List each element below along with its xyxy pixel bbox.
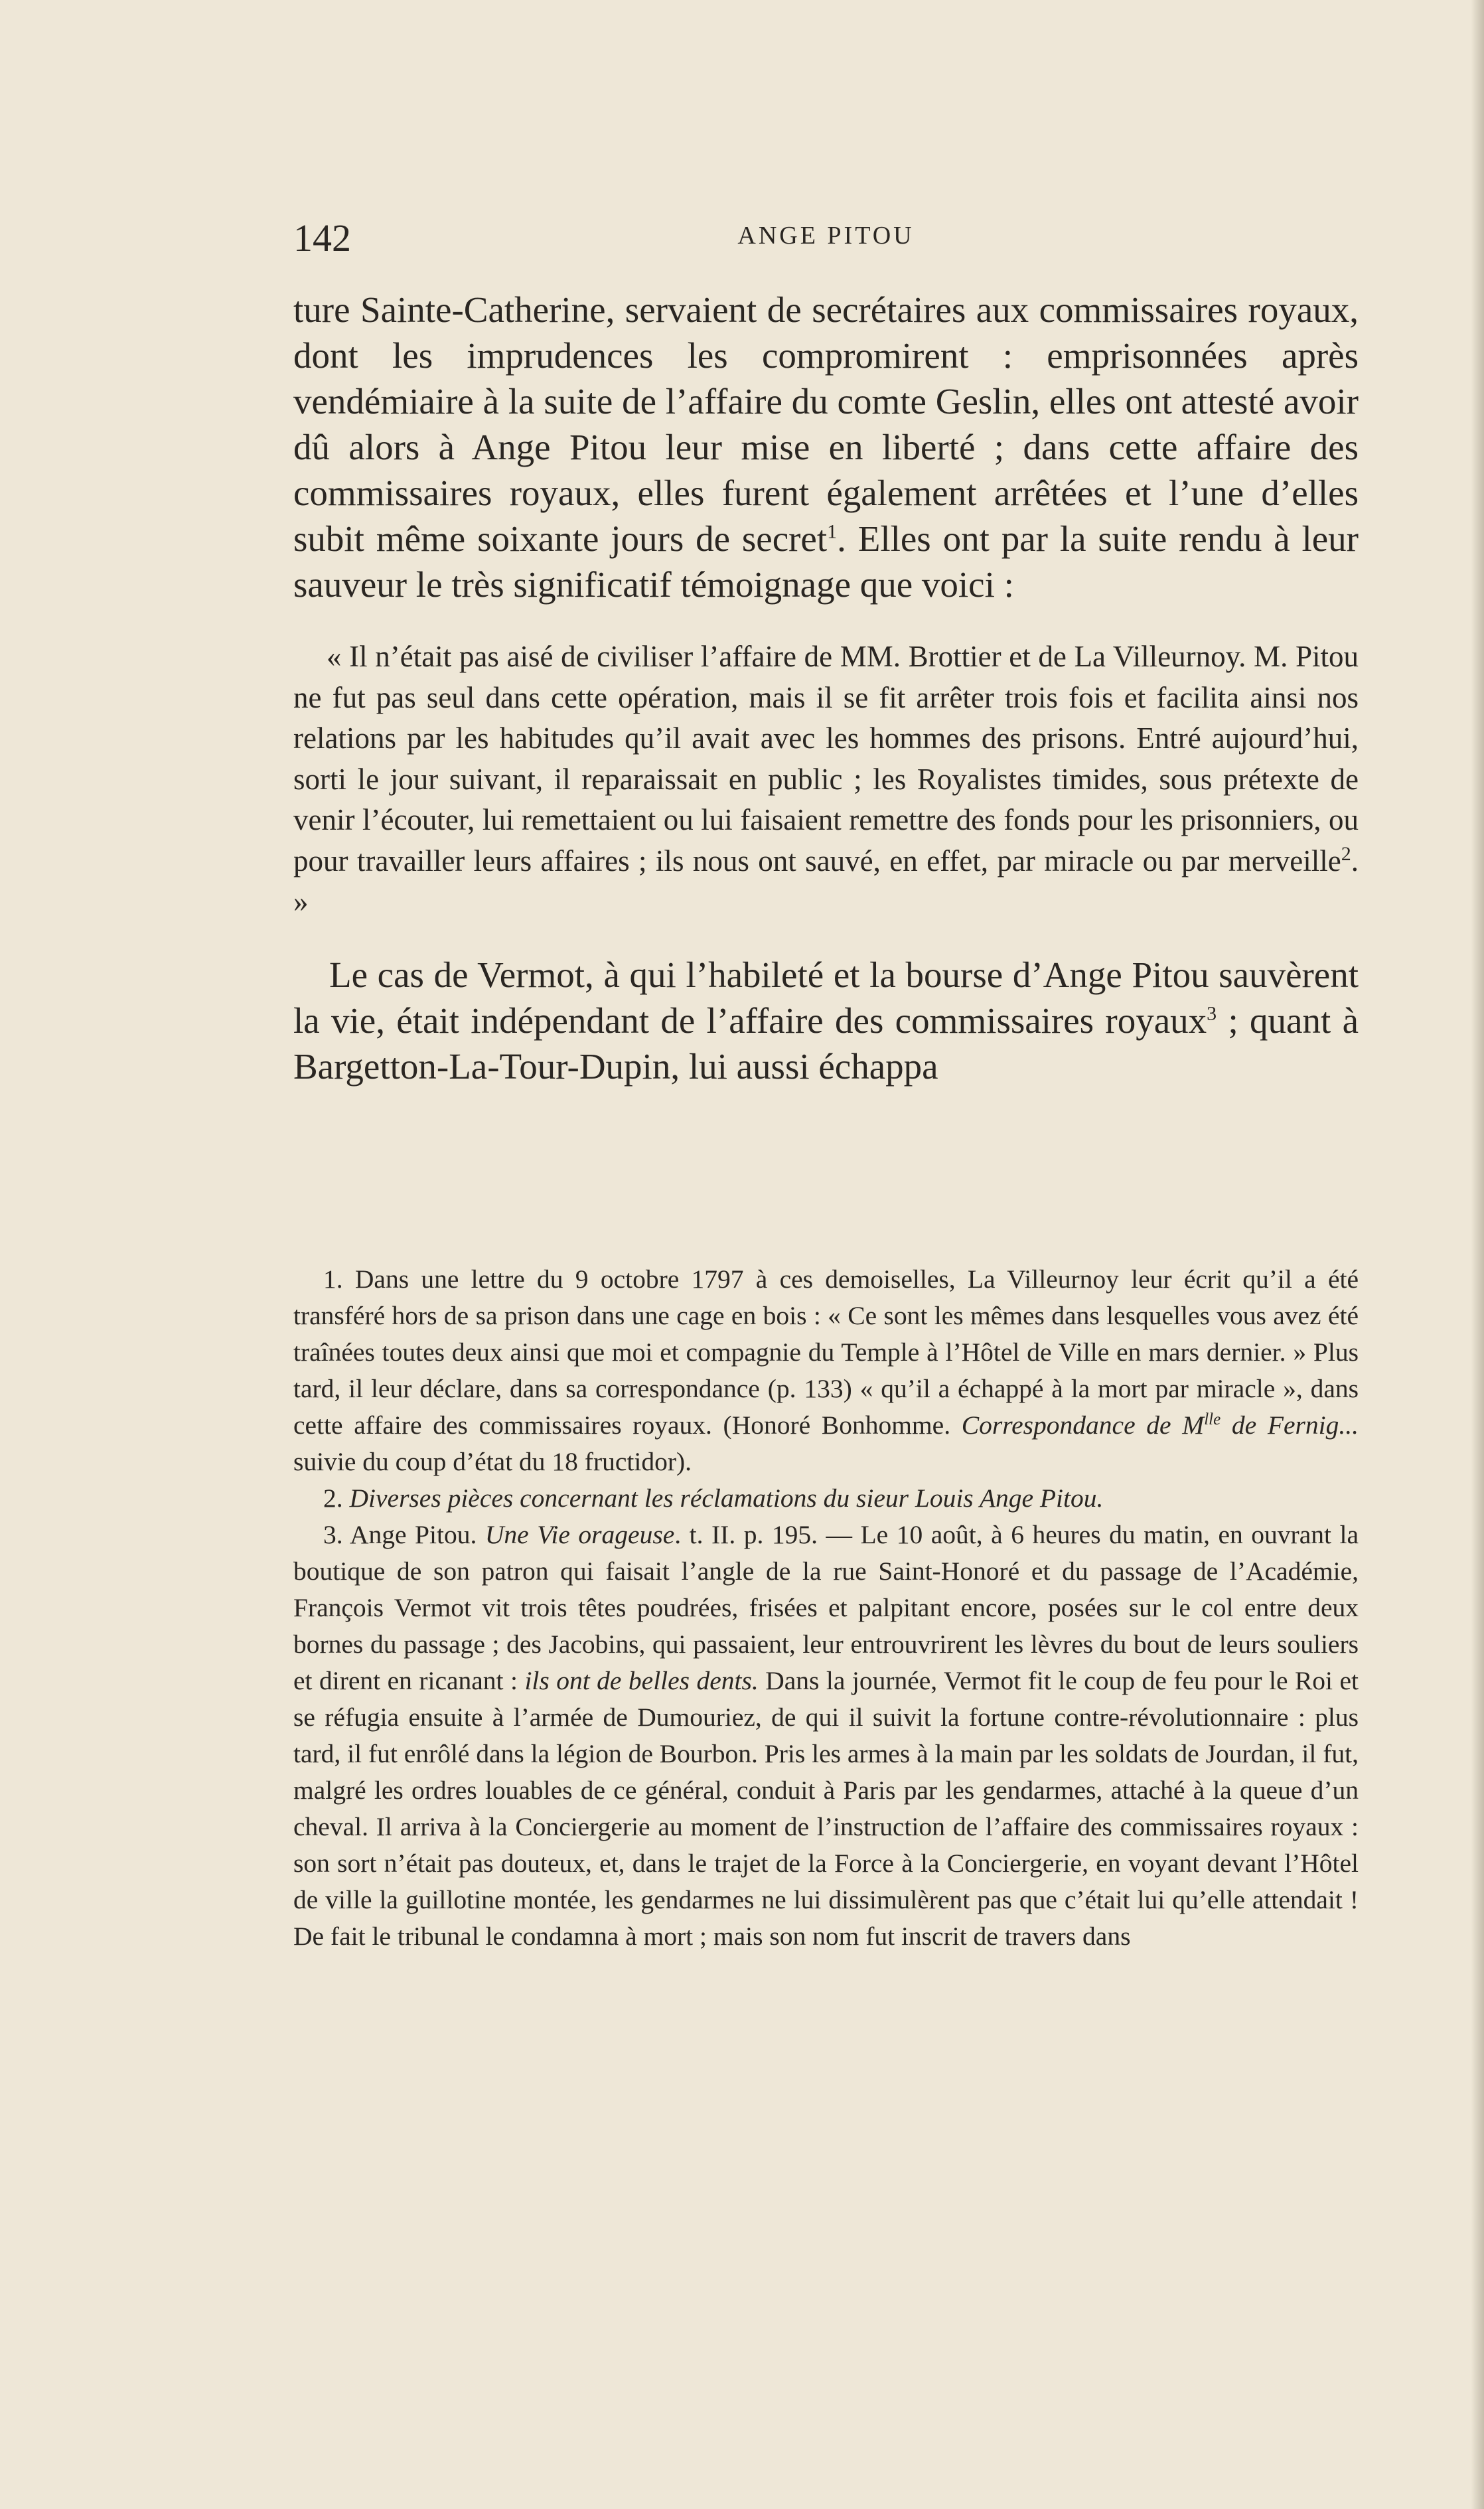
quotation (293, 637, 1359, 923)
footnote-ref-2: 2 (1341, 842, 1351, 865)
page-number: 142 (293, 216, 351, 260)
footnote-3-end: Dans la journée, Vermot fit le coup de feu pour le Roi et se réfugia ensuite à l’armée de Dumouriez, de qui il suivit la fortune contre-révolutionnaire : plus tard, il fut enrôlé dans la légion de Bourbon. Pris les armes à la main par les soldats de Jourdan, il fut, malgré les ordres louables de ce général, conduit à Paris par les gendarmes, attaché à la queue d’un cheval. Il arriva à la Conciergerie au moment de l’instruction de l’affaire des commissaires royaux : son sort n’était pas douteux, et, dans le trajet de la Force à la Conciergerie, en voyant devant l’Hôtel de ville la guillotine montée, les gendarmes ne lui dissimulèrent pas que c’était lui qu’elle attendait ! De fait le tribunal le condamna à mort ; mais son nom fut inscrit de travers dans (293, 1666, 1359, 1951)
paragraph-2 (293, 952, 1359, 1089)
paragraph-1 (293, 287, 1359, 607)
footnote-3-body: . t. II. p. 195. — Le 10 août, à 6 heures du matin, en ouvrant la boutique de son patron qui faisait l’angle de la rue Saint-Honoré et du passage de l’Académie, François Vermot vit trois têtes poudrées, frisées et palpitant encore, posées sur le col entre deux bornes du passage ; des Jacobins, qui passaient, leur entrouvrirent les lèvres du bout de leurs souliers et dirent en ricanant : (293, 1520, 1359, 1695)
footnote-1-title: Correspondance de M (961, 1410, 1205, 1440)
footnote-ref-3: 3 (1207, 1002, 1217, 1025)
footnotes (293, 1261, 1359, 1955)
footnote-3-quote: ils ont de belles dents. (524, 1666, 759, 1695)
footnote-1-text: 1. Dans une lettre du 9 octobre 1797 à ces demoiselles, La Villeurnoy leur écrit qu’il a été transféré hors de sa prison dans une cage en bois : « Ce sont les mêmes dans lesquelles vous avez été traînées toutes deux ainsi que moi et compagnie du Temple à l’Hôtel de Ville en mars dernier. » Plus tard, il leur déclare, dans sa correspondance (p. 133) « qu’il a échappé à la mort par miracle », dans cette affaire des commissaires royaux. (Honoré Bonhomme. (293, 1264, 1359, 1440)
running-title: ANGE PITOU (737, 222, 915, 250)
main-text (293, 287, 1359, 1089)
quotation-text: « Il n’était pas aisé de civiliser l’affaire de MM. Brottier et de La Villeurnoy. M. Pitou ne fut pas seul dans cette opération, mais il se fit arrêter trois fois et facilita ainsi nos relations par les habitudes qu’il avait avec les hommes des prisons. Entré aujourd’hui, sorti le jour suivant, il reparaissait en public ; les Royalistes timides, sous prétexte de venir l’écouter, lui remettaient ou lui faisaient remettre des fonds pour les prisonniers, ou pour travailler leurs affaires ; ils nous ont sauvé, en effet, par miracle ou par merveille (293, 640, 1359, 877)
footnote-2-label: 2. (323, 1483, 350, 1513)
footnote-2 (293, 1480, 1359, 1517)
footnote-1-end: suivie du coup d’état du 18 fructidor). (293, 1447, 692, 1476)
footnote-1 (293, 1261, 1359, 1480)
paragraph-2-text: Le cas de Vermot, à qui l’habileté et la bourse d’Ange Pitou sauvèrent la vie, était indépendant de l’affaire des commissaires royaux (293, 954, 1359, 1041)
paragraph-2-end: ; quant à Bargetton-La-Tour-Dupin, lui aussi échappa (293, 1000, 1359, 1087)
footnote-3 (293, 1517, 1359, 1955)
footnote-2-title: Diverses pièces concernant les réclamations du sieur Louis Ange Pitou. (349, 1483, 1104, 1513)
paragraph-1-end: . Elles ont par la suite rendu à leur sauveur le très significatif témoignage que voici : (293, 518, 1359, 605)
paragraph-1-text: ture Sainte-Catherine, servaient de secrétaires aux commissaires royaux, dont les imprudences les compromirent : emprisonnées après vendémiaire à la suite de l’affaire du comte Geslin, elles ont attesté avoir dû alors à Ange Pitou leur mise en liberté ; dans cette affaire des commissaires royaux, elles furent également arrêtées et l’une d’elles subit même soixante jours de secret (293, 289, 1359, 559)
page-header (293, 216, 1359, 262)
footnote-3-title: Une Vie orageuse (484, 1520, 675, 1549)
footnote-1-sup: lle (1204, 1410, 1221, 1428)
footnote-3-text: 3. Ange Pitou. (323, 1520, 485, 1549)
quotation-end: . » (293, 844, 1359, 918)
footnote-ref-1: 1 (827, 520, 838, 543)
footnote-1-title-end: de Fernig... (1221, 1410, 1359, 1440)
